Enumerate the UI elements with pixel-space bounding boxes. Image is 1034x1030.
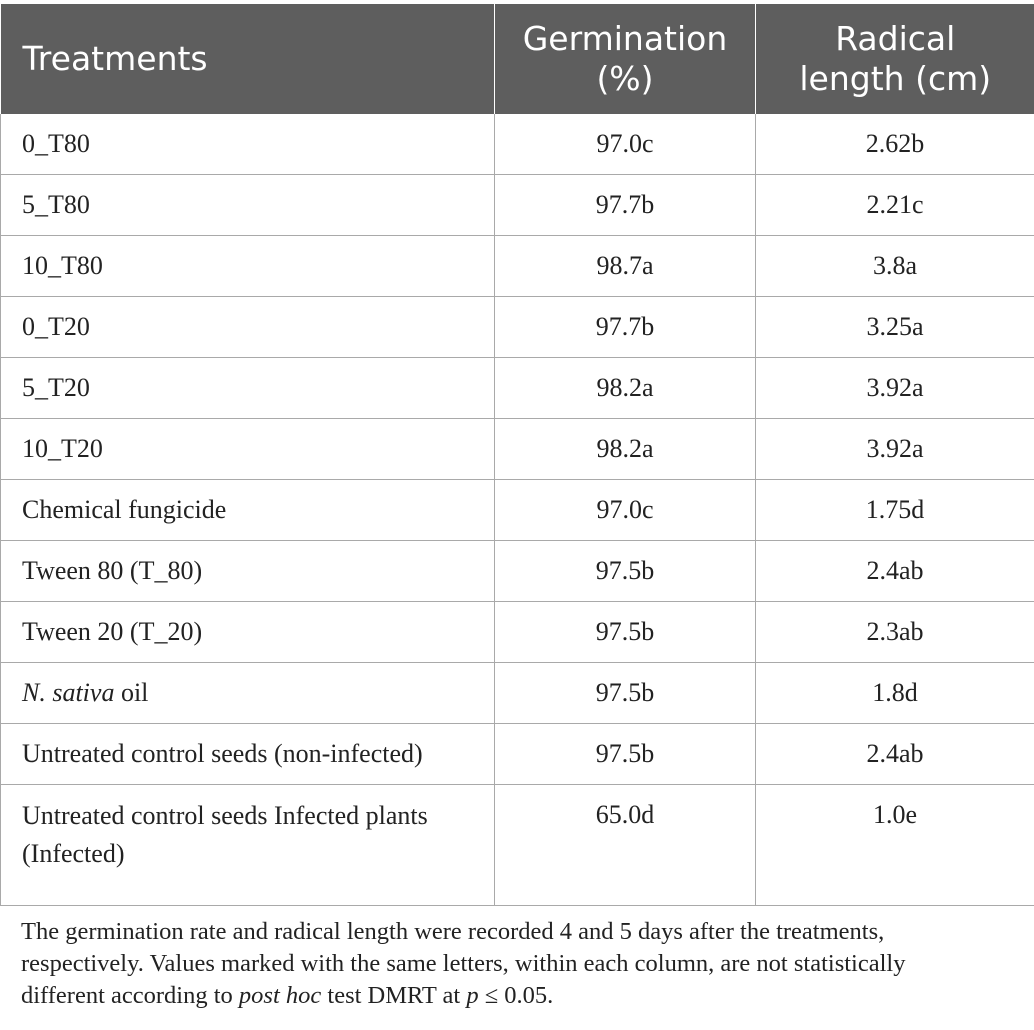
- germination-cell: 97.7b: [495, 297, 756, 358]
- treatment-suffix: oil: [114, 678, 149, 707]
- table-row: [1, 602, 1034, 663]
- germination-cell: 97.5b: [495, 602, 756, 663]
- radical-cell: 1.8d: [756, 663, 1034, 724]
- results-table-container: [0, 4, 1034, 906]
- germination-cell: 97.0c: [495, 114, 756, 175]
- treatment-cell: Tween 20 (T_20): [1, 602, 495, 663]
- germination-cell: 98.2a: [495, 419, 756, 480]
- header-germination-label: Germination (%): [522, 19, 728, 98]
- radical-cell: 3.92a: [756, 358, 1034, 419]
- footnote-text-b: test DMRT at: [321, 982, 467, 1009]
- header-germination: [495, 4, 756, 114]
- treatment-line-1: Untreated control seeds Infected plants: [22, 801, 428, 830]
- treatment-cell: [1, 785, 495, 906]
- table-row: [1, 724, 1034, 785]
- footnote-line-3: [21, 980, 1011, 1012]
- header-radical-length-label: Radical length (cm): [799, 19, 992, 98]
- radical-cell: 2.62b: [756, 114, 1034, 175]
- radical-cell: 1.75d: [756, 480, 1034, 541]
- radical-cell: 2.4ab: [756, 541, 1034, 602]
- footnote-posthoc: post hoc: [238, 982, 322, 1009]
- table-row: [1, 419, 1034, 480]
- table-row: [1, 297, 1034, 358]
- germination-cell: 97.7b: [495, 175, 756, 236]
- radical-cell: 3.8a: [756, 236, 1034, 297]
- table-row: [1, 785, 1034, 906]
- footnote-text-c: ≤ 0.05.: [478, 982, 554, 1009]
- treatment-cell: 5_T80: [1, 175, 495, 236]
- table-row: [1, 175, 1034, 236]
- table-row: [1, 541, 1034, 602]
- radical-cell: 1.0e: [756, 785, 1034, 906]
- radical-cell: 2.21c: [756, 175, 1034, 236]
- germination-cell: 97.5b: [495, 724, 756, 785]
- radical-cell: 3.92a: [756, 419, 1034, 480]
- results-table: [0, 4, 1034, 906]
- germination-cell: 98.7a: [495, 236, 756, 297]
- table-row: [1, 663, 1034, 724]
- table-footnote: [21, 916, 1011, 1012]
- treatment-cell: 0_T80: [1, 114, 495, 175]
- treatment-cell: 10_T20: [1, 419, 495, 480]
- table-row: [1, 358, 1034, 419]
- treatment-cell: 10_T80: [1, 236, 495, 297]
- table-row: [1, 236, 1034, 297]
- header-treatments: Treatments: [1, 4, 495, 114]
- germination-cell: 97.5b: [495, 541, 756, 602]
- treatment-cell: 5_T20: [1, 358, 495, 419]
- radical-cell: 3.25a: [756, 297, 1034, 358]
- footnote-text-a: different according to: [21, 982, 239, 1009]
- table-row: [1, 114, 1034, 175]
- treatment-cell: Untreated control seeds (non-infected): [1, 724, 495, 785]
- treatment-cell: Tween 80 (T_80): [1, 541, 495, 602]
- germination-cell: 97.5b: [495, 663, 756, 724]
- treatment-cell: Chemical fungicide: [1, 480, 495, 541]
- species-name: N. sativa: [22, 678, 115, 707]
- footnote-line-1: The germination rate and radical length were recorded 4 and 5 days after the treatments,: [21, 918, 885, 945]
- radical-cell: 2.3ab: [756, 602, 1034, 663]
- germination-cell: 65.0d: [495, 785, 756, 906]
- footnote-line-2: respectively. Values marked with the same letters, within each column, are not statistically: [21, 950, 906, 977]
- germination-cell: 98.2a: [495, 358, 756, 419]
- table-header-row: [1, 4, 1034, 114]
- header-radical-length: [756, 4, 1034, 114]
- table-row: [1, 480, 1034, 541]
- treatment-cell: 0_T20: [1, 297, 495, 358]
- treatment-line-2: (Infected): [22, 839, 125, 868]
- treatment-cell: [1, 663, 495, 724]
- germination-cell: 97.0c: [495, 480, 756, 541]
- radical-cell: 2.4ab: [756, 724, 1034, 785]
- footnote-p-symbol: p: [466, 982, 479, 1009]
